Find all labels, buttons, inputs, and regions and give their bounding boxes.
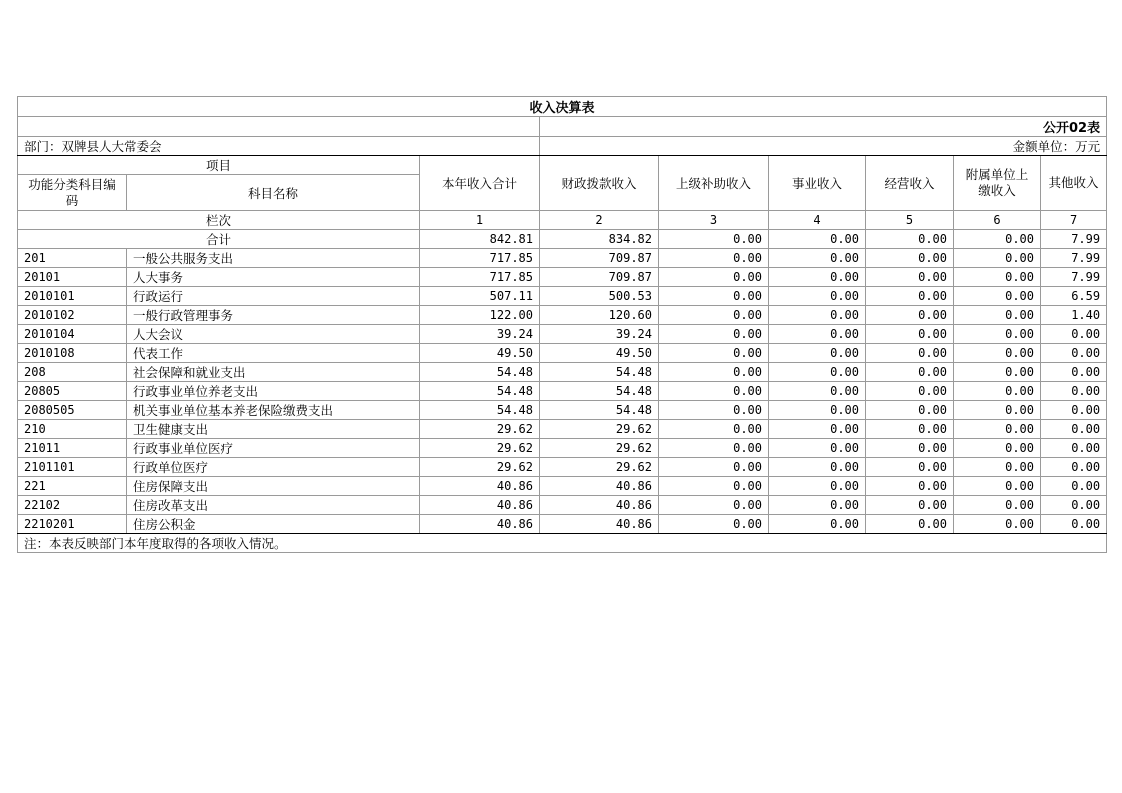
row-value-2: 500.53 <box>540 287 659 306</box>
row-name: 行政事业单位养老支出 <box>127 382 420 401</box>
row-value-6: 0.00 <box>954 515 1041 534</box>
row-value-6: 0.00 <box>954 458 1041 477</box>
row-value-2: 39.24 <box>540 325 659 344</box>
row-value-6: 0.00 <box>954 439 1041 458</box>
header-name: 科目名称 <box>127 175 420 211</box>
row-value-1: 40.86 <box>420 477 540 496</box>
row-value-4: 0.00 <box>769 382 866 401</box>
row-value-5: 0.00 <box>866 439 954 458</box>
row-value-6: 0.00 <box>954 306 1041 325</box>
row-value-6: 0.00 <box>954 496 1041 515</box>
row-name: 人大会议 <box>127 325 420 344</box>
row-name: 住房公积金 <box>127 515 420 534</box>
row-value-5: 0.00 <box>866 287 954 306</box>
row-value-6: 0.00 <box>954 344 1041 363</box>
row-value-5: 0.00 <box>866 382 954 401</box>
row-code: 2010102 <box>18 306 127 325</box>
table-row <box>18 249 1107 268</box>
row-code: 210 <box>18 420 127 439</box>
row-value-6: 0.00 <box>954 363 1041 382</box>
total-value-6: 0.00 <box>954 230 1041 249</box>
column-index-7: 7 <box>1041 211 1107 230</box>
row-name: 住房保障支出 <box>127 477 420 496</box>
row-value-4: 0.00 <box>769 458 866 477</box>
row-value-2: 54.48 <box>540 382 659 401</box>
table-row <box>18 401 1107 420</box>
row-value-1: 507.11 <box>420 287 540 306</box>
row-value-5: 0.00 <box>866 306 954 325</box>
row-code: 201 <box>18 249 127 268</box>
row-name: 卫生健康支出 <box>127 420 420 439</box>
row-value-2: 40.86 <box>540 515 659 534</box>
row-value-1: 49.50 <box>420 344 540 363</box>
row-value-3: 0.00 <box>659 325 769 344</box>
row-value-4: 0.00 <box>769 420 866 439</box>
row-name: 一般公共服务支出 <box>127 249 420 268</box>
row-value-4: 0.00 <box>769 344 866 363</box>
row-value-4: 0.00 <box>769 287 866 306</box>
column-index-1: 1 <box>420 211 540 230</box>
row-code: 2010108 <box>18 344 127 363</box>
header-col-4: 事业收入 <box>769 156 866 211</box>
table-row <box>18 268 1107 287</box>
row-code: 2080505 <box>18 401 127 420</box>
row-value-1: 29.62 <box>420 458 540 477</box>
row-value-1: 29.62 <box>420 439 540 458</box>
table-row <box>18 420 1107 439</box>
row-name: 人大事务 <box>127 268 420 287</box>
total-value-2: 834.82 <box>540 230 659 249</box>
row-code: 20101 <box>18 268 127 287</box>
row-value-7: 0.00 <box>1041 458 1107 477</box>
total-value-7: 7.99 <box>1041 230 1107 249</box>
row-value-3: 0.00 <box>659 515 769 534</box>
row-value-3: 0.00 <box>659 363 769 382</box>
row-value-6: 0.00 <box>954 268 1041 287</box>
table-title: 收入决算表 <box>18 97 1107 117</box>
row-name: 行政事业单位医疗 <box>127 439 420 458</box>
blank-cell <box>18 117 540 137</box>
row-value-7: 1.40 <box>1041 306 1107 325</box>
total-value-1: 842.81 <box>420 230 540 249</box>
row-value-1: 54.48 <box>420 401 540 420</box>
row-value-4: 0.00 <box>769 249 866 268</box>
header-col-7: 其他收入 <box>1041 156 1107 211</box>
row-value-2: 709.87 <box>540 268 659 287</box>
row-value-1: 717.85 <box>420 249 540 268</box>
row-value-5: 0.00 <box>866 477 954 496</box>
row-value-5: 0.00 <box>866 344 954 363</box>
row-value-3: 0.00 <box>659 439 769 458</box>
row-value-6: 0.00 <box>954 401 1041 420</box>
row-value-1: 54.48 <box>420 363 540 382</box>
row-value-7: 0.00 <box>1041 363 1107 382</box>
row-name: 机关事业单位基本养老保险缴费支出 <box>127 401 420 420</box>
row-value-3: 0.00 <box>659 477 769 496</box>
row-value-4: 0.00 <box>769 363 866 382</box>
row-value-7: 6.59 <box>1041 287 1107 306</box>
total-label: 合计 <box>18 230 420 249</box>
row-value-6: 0.00 <box>954 325 1041 344</box>
row-code: 21011 <box>18 439 127 458</box>
row-value-1: 122.00 <box>420 306 540 325</box>
form-number: 公开02表 <box>540 117 1107 137</box>
table-note: 注：本表反映部门本年度取得的各项收入情况。 <box>18 534 1107 553</box>
header-code: 功能分类科目编码 <box>18 175 127 211</box>
header-col-5: 经营收入 <box>866 156 954 211</box>
column-index-2: 2 <box>540 211 659 230</box>
row-value-6: 0.00 <box>954 477 1041 496</box>
row-value-7: 0.00 <box>1041 420 1107 439</box>
row-value-2: 40.86 <box>540 496 659 515</box>
row-name: 代表工作 <box>127 344 420 363</box>
table-row <box>18 325 1107 344</box>
row-code: 2210201 <box>18 515 127 534</box>
row-value-1: 54.48 <box>420 382 540 401</box>
row-value-2: 120.60 <box>540 306 659 325</box>
table-row <box>18 496 1107 515</box>
row-code: 22102 <box>18 496 127 515</box>
table-row <box>18 477 1107 496</box>
row-value-1: 40.86 <box>420 515 540 534</box>
row-value-7: 0.00 <box>1041 515 1107 534</box>
column-index-6: 6 <box>954 211 1041 230</box>
row-value-2: 709.87 <box>540 249 659 268</box>
row-value-5: 0.00 <box>866 363 954 382</box>
row-value-2: 29.62 <box>540 420 659 439</box>
row-value-2: 40.86 <box>540 477 659 496</box>
row-value-1: 39.24 <box>420 325 540 344</box>
row-value-1: 29.62 <box>420 420 540 439</box>
row-value-1: 40.86 <box>420 496 540 515</box>
column-index-3: 3 <box>659 211 769 230</box>
row-value-6: 0.00 <box>954 249 1041 268</box>
row-value-5: 0.00 <box>866 325 954 344</box>
table-row <box>18 382 1107 401</box>
table-row <box>18 287 1107 306</box>
row-value-5: 0.00 <box>866 515 954 534</box>
amount-unit-label: 金额单位：万元 <box>540 137 1107 156</box>
row-value-3: 0.00 <box>659 496 769 515</box>
table-row <box>18 363 1107 382</box>
income-statement-table <box>17 96 1107 553</box>
table-row <box>18 344 1107 363</box>
row-value-3: 0.00 <box>659 458 769 477</box>
row-value-7: 0.00 <box>1041 401 1107 420</box>
row-value-5: 0.00 <box>866 268 954 287</box>
row-value-2: 54.48 <box>540 363 659 382</box>
row-value-3: 0.00 <box>659 401 769 420</box>
row-value-3: 0.00 <box>659 306 769 325</box>
header-item: 项目 <box>18 156 420 175</box>
row-code: 20805 <box>18 382 127 401</box>
row-name: 行政运行 <box>127 287 420 306</box>
row-value-5: 0.00 <box>866 401 954 420</box>
row-value-3: 0.00 <box>659 420 769 439</box>
header-col-3: 上级补助收入 <box>659 156 769 211</box>
row-value-4: 0.00 <box>769 496 866 515</box>
row-value-7: 0.00 <box>1041 344 1107 363</box>
row-value-4: 0.00 <box>769 515 866 534</box>
row-code: 2101101 <box>18 458 127 477</box>
row-value-5: 0.00 <box>866 420 954 439</box>
row-value-3: 0.00 <box>659 268 769 287</box>
row-code: 221 <box>18 477 127 496</box>
row-value-3: 0.00 <box>659 382 769 401</box>
row-value-5: 0.00 <box>866 458 954 477</box>
row-value-7: 0.00 <box>1041 439 1107 458</box>
row-value-2: 29.62 <box>540 458 659 477</box>
row-value-2: 29.62 <box>540 439 659 458</box>
row-value-5: 0.00 <box>866 249 954 268</box>
row-value-4: 0.00 <box>769 401 866 420</box>
column-index-5: 5 <box>866 211 954 230</box>
row-value-4: 0.00 <box>769 477 866 496</box>
row-name: 行政单位医疗 <box>127 458 420 477</box>
header-col-2: 财政拨款收入 <box>540 156 659 211</box>
row-value-6: 0.00 <box>954 287 1041 306</box>
row-value-7: 0.00 <box>1041 477 1107 496</box>
table-row <box>18 515 1107 534</box>
row-value-3: 0.00 <box>659 344 769 363</box>
row-value-2: 49.50 <box>540 344 659 363</box>
row-value-6: 0.00 <box>954 420 1041 439</box>
row-value-7: 7.99 <box>1041 268 1107 287</box>
row-value-6: 0.00 <box>954 382 1041 401</box>
row-value-4: 0.00 <box>769 439 866 458</box>
column-index-4: 4 <box>769 211 866 230</box>
row-name: 一般行政管理事务 <box>127 306 420 325</box>
row-value-7: 0.00 <box>1041 382 1107 401</box>
row-value-5: 0.00 <box>866 496 954 515</box>
header-col-6: 附属单位上缴收入 <box>954 156 1041 211</box>
header-col-1: 本年收入合计 <box>420 156 540 211</box>
department-label: 部门：双牌县人大常委会 <box>18 137 540 156</box>
column-index-label: 栏次 <box>18 211 420 230</box>
table-row <box>18 439 1107 458</box>
row-value-4: 0.00 <box>769 306 866 325</box>
row-value-7: 0.00 <box>1041 496 1107 515</box>
row-value-3: 0.00 <box>659 287 769 306</box>
total-value-5: 0.00 <box>866 230 954 249</box>
row-value-4: 0.00 <box>769 268 866 287</box>
row-code: 2010104 <box>18 325 127 344</box>
row-value-1: 717.85 <box>420 268 540 287</box>
row-code: 208 <box>18 363 127 382</box>
row-value-3: 0.00 <box>659 249 769 268</box>
row-value-4: 0.00 <box>769 325 866 344</box>
table-row <box>18 306 1107 325</box>
row-code: 2010101 <box>18 287 127 306</box>
table-row <box>18 458 1107 477</box>
total-value-3: 0.00 <box>659 230 769 249</box>
row-value-7: 0.00 <box>1041 325 1107 344</box>
row-value-7: 7.99 <box>1041 249 1107 268</box>
row-name: 住房改革支出 <box>127 496 420 515</box>
total-value-4: 0.00 <box>769 230 866 249</box>
row-value-2: 54.48 <box>540 401 659 420</box>
row-name: 社会保障和就业支出 <box>127 363 420 382</box>
